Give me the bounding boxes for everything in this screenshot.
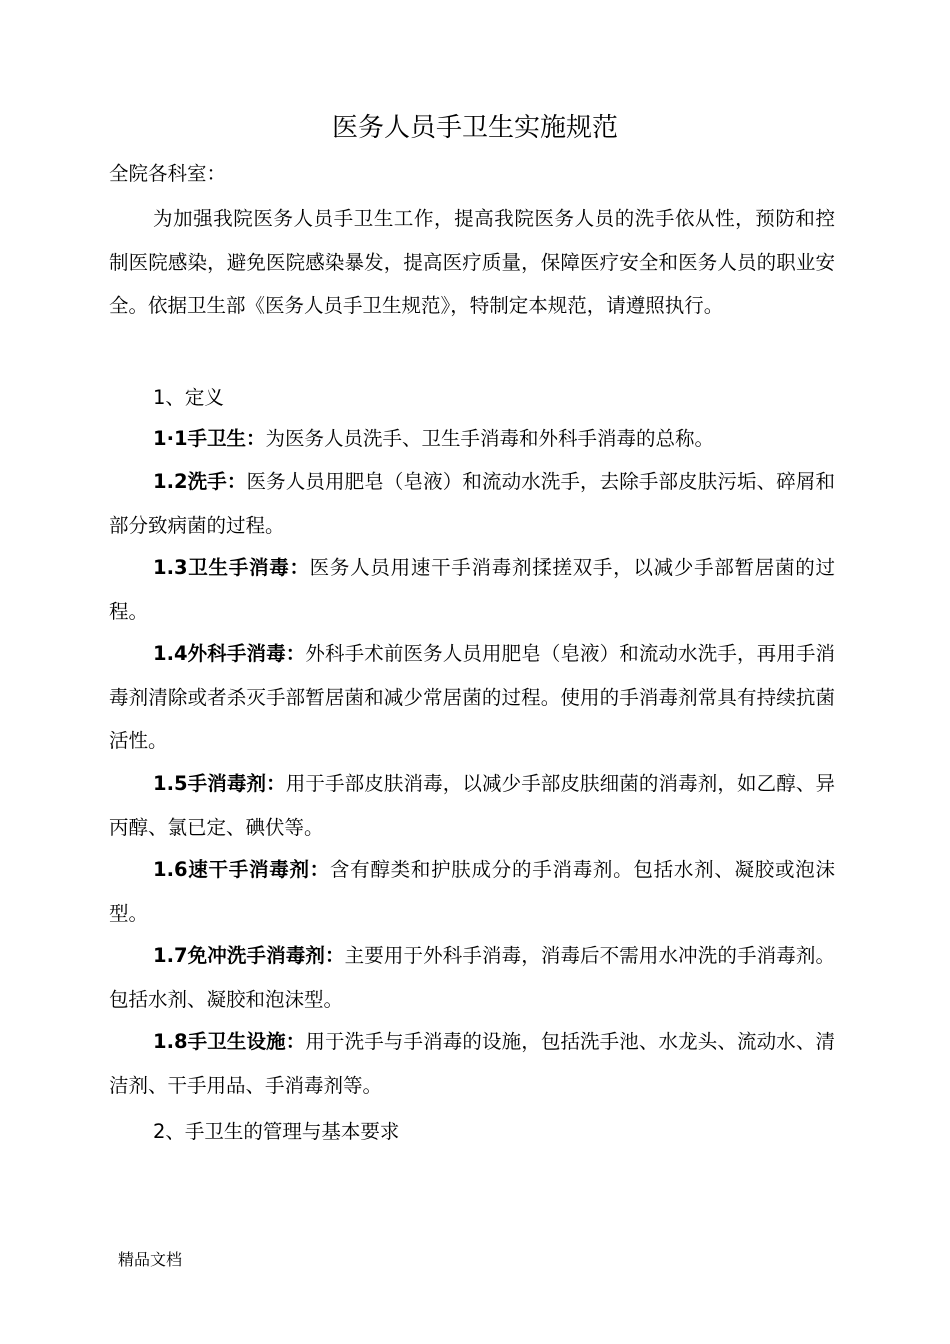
definition-text: 用于手部皮肤消毒，以减少手部皮肤细菌的消毒剂，如乙醇、异丙醇、氯已定、碘伏等。 [109,772,835,839]
definition-term: 1.7免冲洗手消毒剂： [153,944,345,967]
definition-term: 1.8手卫生设施： [153,1030,306,1053]
definition-text: 主要用于外科手消毒，消毒后不需用水冲洗的手消毒剂。包括水剂、凝胶和泡沫型。 [109,944,835,1011]
definition-term: 1.3卫生手消毒： [153,556,310,579]
section-heading-definitions: 1、定义 [153,386,224,409]
definition-term: 1.4外科手消毒： [153,642,306,665]
definition-surgical-hand-antisepsis [109,632,835,763]
definition-text: 用于洗手与手消毒的设施，包括洗手池、水龙头、流动水、清洁剂、干手用品、手消毒剂等。 [109,1030,835,1097]
definition-text: 含有醇类和护肤成分的手消毒剂。包括水剂、凝胶或泡沫型。 [109,858,835,925]
definition-hand-hygiene [109,421,835,457]
definition-waterless-antiseptic [109,934,835,1021]
salutation: 全院各科室： [109,162,227,185]
definition-term: 1·1手卫生： [153,427,266,450]
definition-term: 1.5手消毒剂： [153,772,286,795]
definition-hand-hygiene-facilities [109,1020,835,1107]
intro-paragraph: 为加强我院医务人员手卫生工作，提高我院医务人员的洗手依从性，预防和控制医院感染，避免医院感染暴发，提高医疗质量，保障医疗安全和医务人员的职业安全。依据卫生部《医务人员手卫生规范》，特制定本规范，请遵照执行。 [109,207,835,317]
document-title: 医务人员手卫生实施规范 [331,113,618,143]
definition-term: 1.6速干手消毒剂： [153,858,330,881]
definition-text: 医务人员用肥皂（皂液）和流动水洗手，去除手部皮肤污垢、碎屑和部分致病菌的过程。 [109,470,835,537]
definition-term: 1.2洗手： [153,470,247,493]
definition-hand-antiseptic-agent [109,762,835,849]
section-heading-management: 2、手卫生的管理与基本要求 [153,1120,400,1143]
definition-antiseptic-handrubbing [109,546,835,633]
definition-alcohol-based-hand-rub [109,848,835,935]
definition-text: 为医务人员洗手、卫生手消毒和外科手消毒的总称。 [265,427,715,450]
definition-text: 医务人员用速干手消毒剂揉搓双手，以减少手部暂居菌的过程。 [109,556,835,623]
definition-text: 外科手术前医务人员用肥皂（皂液）和流动水洗手，再用手消毒剂清除或者杀灭手部暂居菌和减少常居菌的过程。使用的手消毒剂常具有持续抗菌活性。 [109,642,835,752]
definition-handwashing [109,460,835,547]
footer-watermark: 精品文档 [118,1250,183,1269]
